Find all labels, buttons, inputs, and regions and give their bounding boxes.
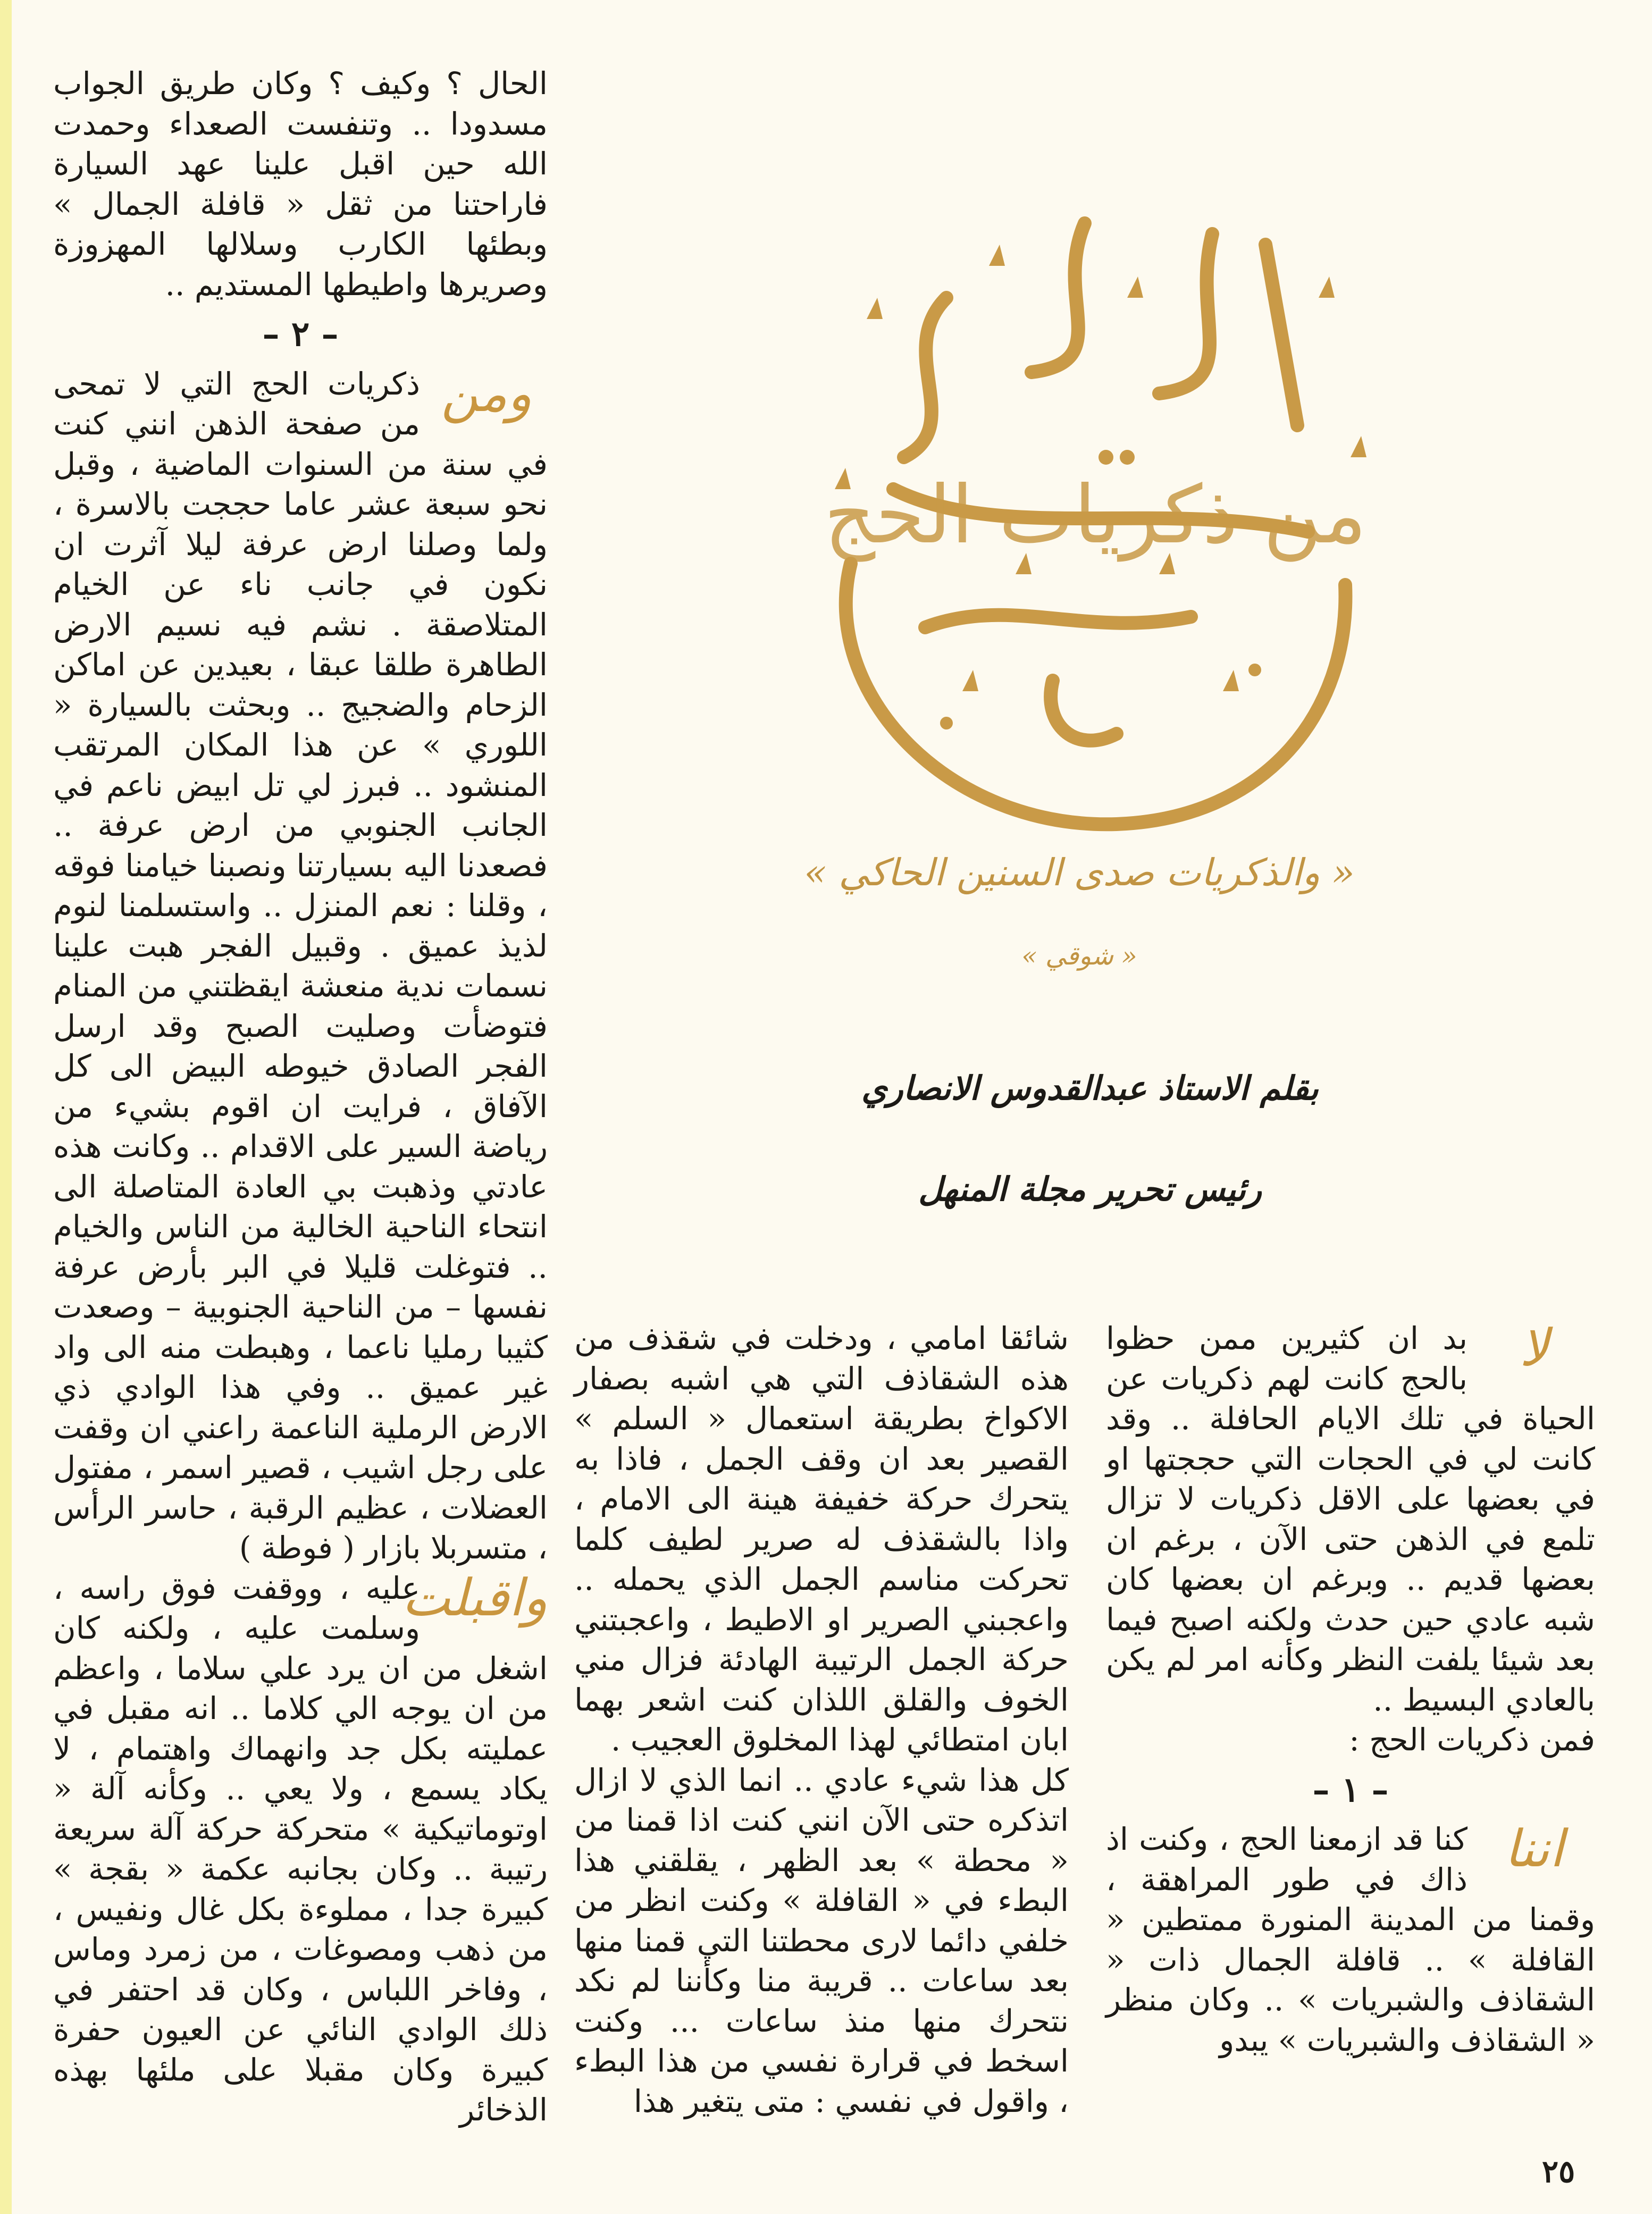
dropcap-waqbalt: واقبلت — [402, 1567, 548, 1628]
left-column-top-paragraph: الحال ؟ وكيف ؟ وكان طريق الجواب مسدودا .. وتنفست الصعداء وحمدت الله حين اقبل علينا عهد السيارة فاراحتنا من ثقل « قافلة الجمال » وبطئها الكارب وسلالها المهزوزة وصريرها واطيطها المستديم .. — [53, 65, 548, 303]
dropcap-innana: اننا — [1504, 1819, 1564, 1878]
left-column — [53, 64, 548, 2128]
section-divider-1: – ١ – — [1312, 1769, 1389, 1810]
byline-role: رئيس تحرير مجلة المنهل — [918, 1170, 1262, 1209]
epigraph-quote: « والذكريات صدى السنين الحاكي » — [804, 851, 1355, 894]
dropcap-wamin: ومن — [441, 363, 532, 423]
middle-column-paragraph-2: كل هذا شيء عادي .. انما الذي لا ازال اتذكره حتى الآن انني كنت اذا قمنا من « محطة » بعد الظهر ، يقلقني هذا البطء في « القافلة » وكنت انظر من خلفي دائما لارى محطتنا التي قمنا منها بعد ساعات .. قريبة منا وكأننا لم نكد نتحرك منها منذ ساعات ... وكنت اسخط في قرارة نفسي من هذا البطء ، واقول في نفسي : متى يتغير هذا — [574, 1762, 1069, 2119]
calligraphy-bowl-stroke — [846, 564, 1346, 824]
section-divider-2: – ٢ – — [262, 314, 339, 354]
byline-author: بقلم الاستاذ عبدالقدوس الانصاري — [861, 1069, 1319, 1108]
left-column-paragraph-2 — [53, 1569, 548, 2131]
right-column-main-text-2: كنا قد ازمعنا الحج ، وكنت اذ ذاك في طور المراهقة ، وقمنا من المدينة المنورة ممتطين « القافلة » .. قافلة الجمال ذات « الشقاذف والشبريات » .. وكان منظر « الشقاذف والشبريات » يبدو — [1106, 1821, 1595, 2058]
middle-column — [574, 1319, 1069, 2119]
right-column-main-text: بد ان كثيرين ممن حظوا بالحج كانت لهم ذكريات عن الحياة في تلك الايام الحافلة .. وقد كانت لي في الحجات التي حججتها او في بعضها على الاقل ذكريات لا تزال تلمع في الذهن حتى الآن ، برغم ان بعضها قديم .. وبرغم ان بعضها كان شبه عادي حين حدث ولكنه اصبح فيما بعد شيئا يلفت النظر وكأنه امر لم يكن بالعادي البسيط .. — [1106, 1320, 1595, 1718]
calligraphy-alif-stroke — [1265, 245, 1297, 425]
right-column-tail: فمن ذكريات الحج : — [1349, 1722, 1595, 1758]
page-number: ٢٥ — [1542, 2153, 1575, 2190]
right-column-paragraph-2 — [1106, 1819, 1595, 2060]
left-column-main-text-2: عليه ، ووقفت فوق راسه ، وسلمت عليه ، ولكنه كان اشغل من ان يرد علي سلاما ، واعظم من ان يوجه الي كلاما .. انه مقبل في عمليته بكل جد وانهماك واهتمام ، لا يكاد يسمع ، ولا يعي .. وكأنه آلة « اوتوماتيكية » متحركة حركة آلة سريعة رتيبة .. وكان بجانبه عكمة « بقجة » كبيرة جدا ، مملوءة بكل غال ونفيس ، من ذهب ومصوغات ، من زمرد وماس ، وفاخر اللباس ، وكان قد احتفر في ذلك الوادي النائي عن العيون حفرة كبيرة وكان مقبلا على ملئها بهذه الذخائر — [53, 1570, 548, 2128]
left-column-paragraph — [53, 364, 548, 1569]
epigraph-author: « شوقي » — [1021, 941, 1137, 971]
title-calligraphy-text: من ذكريات الحج — [824, 469, 1367, 561]
right-column — [1106, 1319, 1595, 2063]
dropcap-la: لا — [1519, 1318, 1549, 1378]
title-calligraphy-artwork — [787, 160, 1404, 883]
right-column-paragraph — [1106, 1319, 1595, 1720]
middle-column-paragraph: شائقا امامي ، ودخلت في شقذف من هذه الشقاذف التي هي اشبه بصفار الاكواخ بطريقة استعمال « السلم » القصير بعد ان وقف الجمل ، فاذا به يتحرك حركة خفيفة هينة الى الامام ، واذا بالشقذف له صرير لطيف كلما تحركت مناسم الجمل الذي يحمله .. واعجبني الصرير او الاطيط ، واعجبتني حركة الجمل الرتيبة الهادئة فزال مني الخوف والقلق اللذان كنت اشعر بهما ابان امتطائي لهذا المخلوق العجيب . — [574, 1320, 1069, 1758]
left-column-main-text: ذكريات الحج التي لا تمحى من صفحة الذهن انني كنت في سنة من السنوات الماضية ، وقبل نحو سبعة عشر عاما حججت بالاسرة ، ولما وصلنا ارض عرفة ليلا آثرت ان نكون في جانب ناء عن الخيام المتلاصقة . نشم فيه نسيم الارض الطاهرة طلقا عبقا ، بعيدين عن اماكن الزحام والضجيج .. وبحثت بالسيارة « اللوري » عن هذا المكان المرتقب المنشود .. فبرز لي تل ابيض ناعم في الجانب الجنوبي من ارض عرفة .. فصعدنا اليه بسيارتنا ونصبنا خيامنا فوقه ، وقلنا : نعم المنزل .. واستسلمنا لنوم لذيذ عميق . وقبيل الفجر هبت علينا نسمات ندية منعشة ايقظتني من المنام فتوضأت وصليت الصبح وقد ارسل الفجر الصادق خيوطه البيض الى كل الآفاق ، فرايت ان اقوم بشيء من رياضة السير على الاقدام .. وكانت هذه عادتي وذهبت بي العادة المتاصلة الى انتحاء الناحية الخالية من الناس والخيام .. فتوغلت قليلا في البر بأرض عرفة نفسها – من الناحية الجنوبية – وصعدت كثيبا رمليا ناعما ، وهبطت منه الى واد غير عميق .. وفي هذا الوادي ذي الارض الرملية الناعمة راعني ان وقفت على رجل اشيب ، قصير اسمر ، مفتول العضلات ، عظيم الرقبة ، حاسر الرأس ، متسربلا بازار ( فوطة ) — [53, 365, 548, 1566]
left-margin-strip — [0, 0, 12, 2214]
